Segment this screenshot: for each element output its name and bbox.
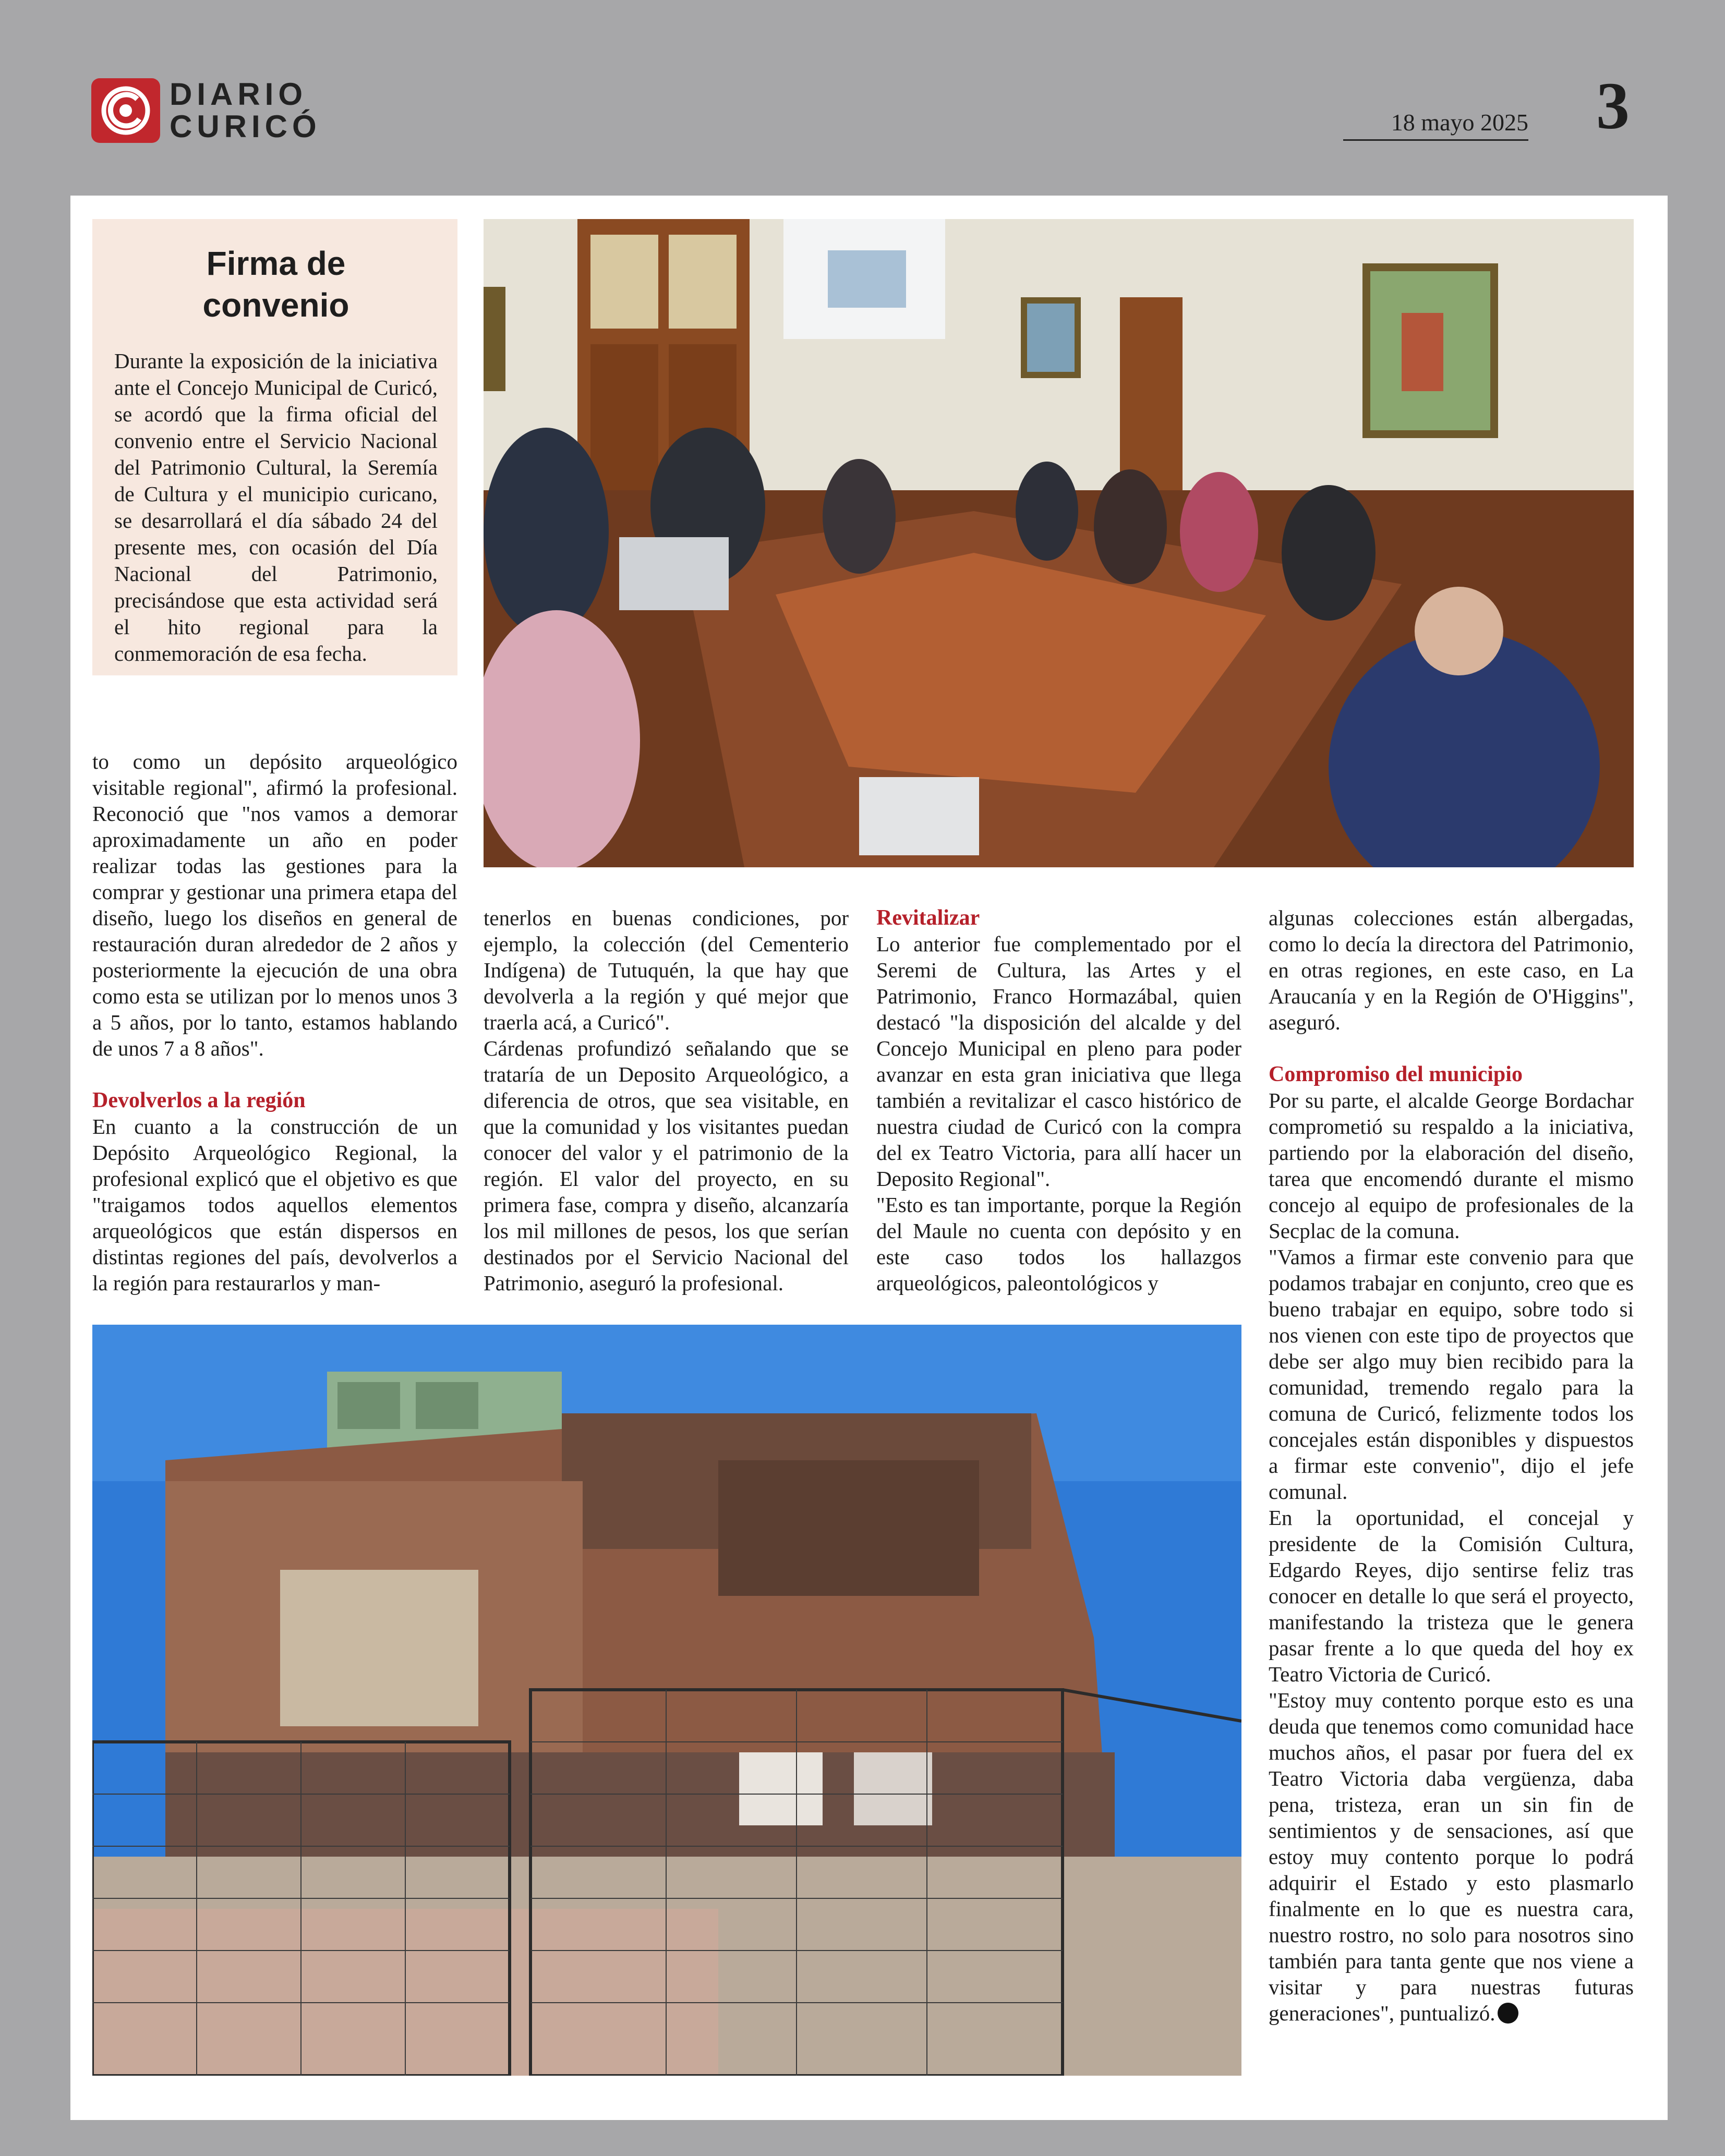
sidebar-box bbox=[92, 219, 457, 675]
sidebar-title-line-2: convenio bbox=[202, 286, 349, 324]
column-3 bbox=[876, 905, 1241, 1296]
brand-line-1: DIARIO bbox=[170, 77, 307, 112]
sidebar-body: Durante la exposición de la iniciativa ante el Concejo Municipal de Curicó, se acordó que la firma oficial del convenio entre el Servicio Nacional del Patrimonio Cultural, la Seremía de Cultura y el municipio curicano, se desarrollará el día sábado 24 del presente mes, con ocasión del Día Nacional del Patrimonio, precisándose que esta actividad será el hito regional para la conmemoración de esa fecha. bbox=[114, 349, 438, 665]
col4-paragraph-5 bbox=[1269, 1687, 1634, 2026]
col4-paragraph-5-text: "Estoy muy contento porque esto es una deuda que tenemos como comunidad hace muchos años, el pasar por fuera del ex Teatro Victoria daba vergüenza, daba pena, tristeza, eran un sin fin de sentimientos y de sensaciones, así que estoy muy contento porque lo podrá adquirir el Estado y esto plasmarlo finalmente en lo que es nuestra cara, nuestro rostro, no solo para nosotros sino también para tanta gente que nos viene a visitar y para nuestras futuras generaciones", puntualizó. bbox=[1269, 1688, 1634, 2025]
council-meeting-photo bbox=[484, 219, 1634, 867]
column-2 bbox=[484, 905, 849, 1296]
col3-paragraph-2: "Esto es tan importante, porque la Región del Maule no cuenta con depósito y en este caso todos los hallazgos arqueológicos, paleontológicos y bbox=[876, 1193, 1241, 1295]
end-of-article-icon bbox=[1498, 2003, 1518, 2024]
col4-paragraph-3: "Vamos a firmar este convenio para que podamos trabajar en conjunto, creo que es bueno trabajar en equipo, sobre todo si nos vienen con este tipo de proyectos que debe ser algo muy bien recibido para la comunidad, tremendo regalo para la comuna de Curicó, felizmente todos los concejales están disponibles y dispuestos a firmar este convenio", dijo el jefe comunal. bbox=[1269, 1245, 1634, 1504]
article-page bbox=[70, 196, 1668, 2120]
col4-paragraph-2: Por su parte, el alcalde George Bordachar comprometió su respaldo a la iniciativa, partiendo por la elaboración del diseño, tarea que encomendó durante el mismo concejo al equipo de profesionales de la Secplac de la comuna. bbox=[1269, 1088, 1634, 1243]
page-number: 3 bbox=[1596, 69, 1630, 143]
brand-line-2: CURICÓ bbox=[170, 109, 321, 144]
col3-subheading: Revitalizar bbox=[876, 906, 980, 930]
sidebar-title bbox=[114, 243, 438, 326]
col4-paragraph-1: algunas colecciones están albergadas, como lo decía la directora del Patrimonio, en otras regiones, en este caso, en La Araucanía y en la Región de O'Higgins", aseguró. bbox=[1269, 906, 1634, 1034]
col4-paragraph-4: En la oportunidad, el concejal y presidente de la Comisión Cultura, Edgardo Reyes, dijo sentirse feliz tras conocer en detalle lo que será el proyecto, manifestando la tristeza que le genera pasar frente a lo que queda del hoy ex Teatro Victoria de Curicó. bbox=[1269, 1506, 1634, 1686]
col3-paragraph-1: Lo anterior fue complementado por el Seremi de Cultura, las Artes y el Patrimonio, Franco Hormazábal, quien destacó "la disposición del alcalde y del Concejo Municipal en pleno para poder avanzar en esta gran iniciativa que llega también a revitalizar el casco histórico de nuestra ciudad de Curicó con la compra del ex Teatro Victoria, para allí hacer un Deposito Regional". bbox=[876, 932, 1241, 1191]
sidebar-title-line-1: Firma de bbox=[206, 245, 346, 282]
ex-teatro-victoria-photo bbox=[92, 1325, 1241, 2076]
masthead-brand[interactable] bbox=[170, 78, 321, 143]
col2-paragraph-1: tenerlos en buenas condiciones, por ejemplo, la colección (del Cementerio Indígena) de Tutuquén, la que hay que devolverla a la región y qué mejor que traerla acá, a Curicó". bbox=[484, 906, 849, 1034]
column-4 bbox=[1269, 905, 1634, 2026]
col1-subheading: Devolverlos a la región bbox=[92, 1088, 306, 1112]
col1-paragraph-1: to como un depósito arqueológico visitable regional", afirmó la profesional. Reconoció que "nos vamos a demorar aproximadamente un año en poder realizar todas las gestiones para la comprar y gestionar una primera etapa del diseño, luego los diseños en general de restauración duran alrededor de 2 años y posteriormente la ejecución de una obra como esta se utilizan por lo menos unos 3 a 5 años, por lo tanto, estamos hablando de unos 7 a 8 años". bbox=[92, 749, 457, 1060]
issue-date: 18 mayo 2025 bbox=[1343, 107, 1528, 141]
diario-curico-logo-icon[interactable] bbox=[91, 78, 160, 143]
col2-paragraph-2: Cárdenas profundizó señalando que se trataría de un Deposito Arqueológico, a diferencia de otros, que sea visitable, en que la comunidad y los visitantes puedan conocer del valor y el patrimonio de la región. El valor del proyecto, en su primera fase, compra y diseño, alcanzaría los mil millones de pesos, los que serían destinados por el Servicio Nacional del Patrimonio, aseguró la profesional. bbox=[484, 1036, 849, 1295]
col1-paragraph-2: En cuanto a la construcción de un Depósito Arqueológico Regional, la profesional explicó que el objetivo es que "traigamos todos aquellos elementos arqueológicos que están dispersos en distintas regiones del país, devolverlos a la región para restaurarlos y man- bbox=[92, 1115, 457, 1295]
column-1 bbox=[92, 748, 457, 1296]
col4-subheading: Compromiso del municipio bbox=[1269, 1062, 1523, 1086]
